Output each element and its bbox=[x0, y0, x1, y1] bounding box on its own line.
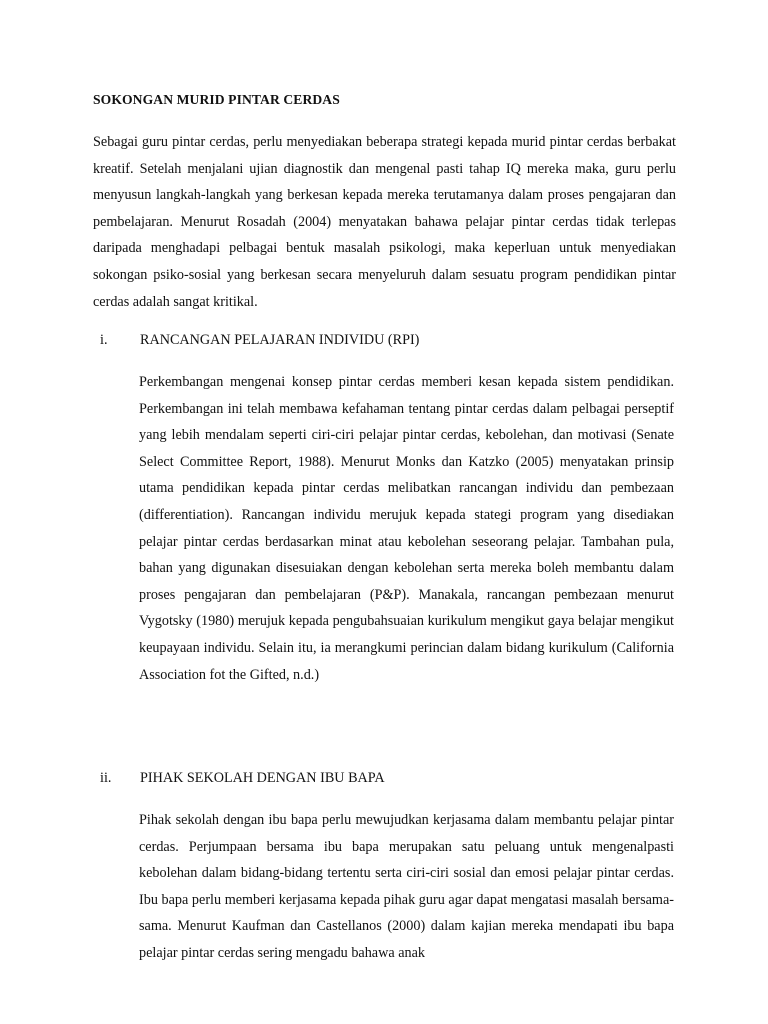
section-1-paragraph: Perkembangan mengenai konsep pintar cerdas memberi kesan kepada sistem pendidikan. Perkembangan ini telah membawa kefahaman tentang pintar cerdas dalam pelbagai perseptif yang lebih mendalam seperti ciri-ciri pelajar pintar cerdas, kebolehan, dan motivasi (Senate Select Committee Report, 1988). Menurut Monks dan Katzko (2005) menyatakan prinsip utama pendidikan kepada pintar cerdas melibatkan rancangan individu dan pembezaan (differentiation). Rancangan individu merujuk kepada stategi program yang disediakan pelajar pintar cerdas berdasarkan minat atau kebolehan seseorang pelajar. Tambahan pula, bahan yang digunakan disesuiakan dengan kebolehan serta mereka boleh membantu dalam proses pengajaran dan pembelajaran (P&P). Manakala, rancangan pembezaan menurut Vygotsky (1980) merujuk kepada pengubahsuaian kurikulum mengikut gaya belajar mengikut keupayaan individu. Selain itu, ia merangkumi perincian dalam bidang kurikulum (California Association fot the Gifted, n.d.) bbox=[139, 374, 674, 683]
section-1-number: i. bbox=[100, 332, 108, 348]
section-1-title: RANCANGAN PELAJARAN INDIVIDU (RPI) bbox=[140, 332, 420, 348]
document-title: SOKONGAN MURID PINTAR CERDAS bbox=[93, 92, 340, 107]
intro-paragraph: Sebagai guru pintar cerdas, perlu menyediakan beberapa strategi kepada murid pintar cerdas berbakat kreatif. Setelah menjalani ujian diagnostik dan mengenal pasti tahap IQ mereka maka, guru perlu menyusun langkah-langkah yang berkesan kepada mereka terutamanya dalam proses pengajaran dan pembelajaran. Menurut Rosadah (2004) menyatakan bahawa pelajar pintar cerdas tidak terlepas daripada menghadapi pelbagai bentuk masalah psikologi, maka keperluan untuk menyediakan sokongan psiko-sosial yang berkesan secara menyeluruh dalam sesuatu program pendidikan pintar cerdas adalah sangat kritikal. bbox=[93, 134, 676, 310]
section-2-title: PIHAK SEKOLAH DENGAN IBU BAPA bbox=[140, 770, 385, 786]
section-2-paragraph: Pihak sekolah dengan ibu bapa perlu mewujudkan kerjasama dalam membantu pelajar pintar cerdas. Perjumpaan bersama ibu bapa merupakan satu peluang untuk mengenalpasti kebolehan dalam bidang-bidang tertentu serta ciri-ciri sosial dan emosi pelajar pintar cerdas. Ibu bapa perlu memberi kerjasama kepada pihak guru agar dapat mengatasi masalah bersama-sama. Menurut Kaufman dan Castellanos (2000) dalam kajian mereka mendapati ibu bapa pelajar pintar cerdas sering mengadu bahawa anak bbox=[139, 812, 674, 961]
section-2-number: ii. bbox=[100, 770, 112, 786]
